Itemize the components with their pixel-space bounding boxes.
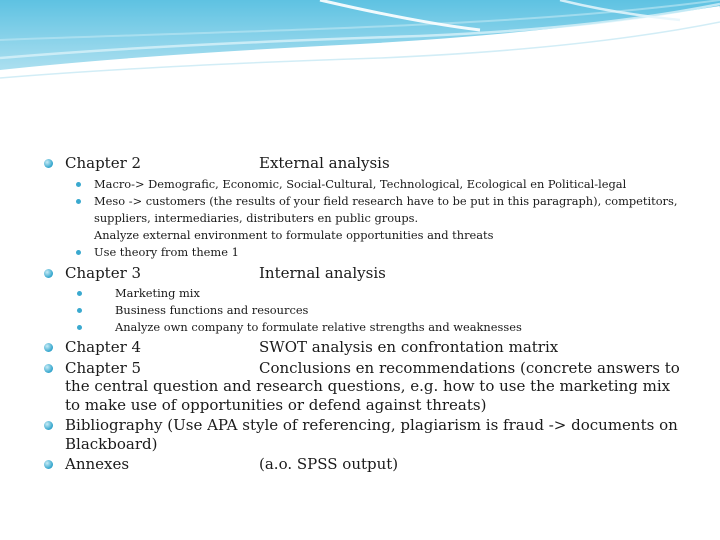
sub-item <box>44 244 684 261</box>
bullet-icon <box>44 460 53 469</box>
bullet-chapter-2 <box>44 154 684 173</box>
sub-item <box>44 285 684 302</box>
sub-bullet-icon <box>76 199 81 204</box>
chapter-label: Chapter 5 <box>65 358 142 377</box>
annexes-detail: (a.o. SPSS output) <box>259 455 399 473</box>
chapter-2-subitems <box>44 176 684 261</box>
chapter-label: Chapter 3 <box>65 263 142 282</box>
bullet-chapter-4 <box>44 338 684 357</box>
sub-bullet-icon <box>77 291 82 296</box>
chapter-title: Internal analysis <box>259 263 386 282</box>
sub-item-text: Macro-> Demografic, Economic, Social-Cultural, Technological, Ecological en Political-legal <box>94 176 627 191</box>
sub-item <box>44 302 684 319</box>
annexes-label: Annexes <box>65 455 130 473</box>
chapter-label: Chapter 2 <box>65 154 142 172</box>
bullet-icon <box>44 343 53 352</box>
sub-item <box>44 193 684 244</box>
bullet-bibliography <box>44 416 684 453</box>
bullet-chapter-5 <box>44 359 684 415</box>
chapter-title: External analysis <box>259 154 390 172</box>
header-wave-banner <box>0 0 720 110</box>
sub-item-text: Meso -> customers (the results of your field research have to be put in this paragraph), competitors, suppliers, intermediaries, distributers en public groups. <box>94 193 678 225</box>
bullet-icon <box>44 421 53 430</box>
sub-item-text: Business functions and resources <box>115 303 309 317</box>
sub-bullet-icon <box>77 325 82 330</box>
bullet-icon <box>44 364 53 373</box>
sub-bullet-icon <box>77 308 82 313</box>
bibliography-text: Bibliography (Use APA style of referencing, plagiarism is fraud -> documents on Blackboard) <box>65 416 678 453</box>
chapter-3-subitems <box>44 285 684 336</box>
bullet-icon <box>44 269 53 278</box>
sub-item-text: Use theory from theme 1 <box>94 244 239 259</box>
sub-bullet-icon <box>76 182 81 187</box>
chapter-title: SWOT analysis en confrontation matrix <box>259 338 559 356</box>
sub-item <box>44 176 684 193</box>
sub-item-text: Analyze own company to formulate relative strengths and weaknesses <box>115 320 522 334</box>
sub-item <box>44 319 684 336</box>
bullet-annexes <box>44 455 684 474</box>
sub-item-extra-text: Analyze external environment to formulate opportunities and threats <box>94 227 494 242</box>
sub-bullet-icon <box>76 250 81 255</box>
bullet-icon <box>44 159 53 168</box>
chapter-title: Conclusions en recommendations (concrete answers to <box>259 358 680 377</box>
chapter-5-continuation: the central question and research questions, e.g. how to use the marketing mix to make use of opportunities or defend against threats) <box>65 377 671 414</box>
chapter-label: Chapter 4 <box>65 338 142 356</box>
bullet-chapter-3 <box>44 264 684 283</box>
sub-item-text: Marketing mix <box>115 286 200 300</box>
slide-body <box>44 154 684 474</box>
